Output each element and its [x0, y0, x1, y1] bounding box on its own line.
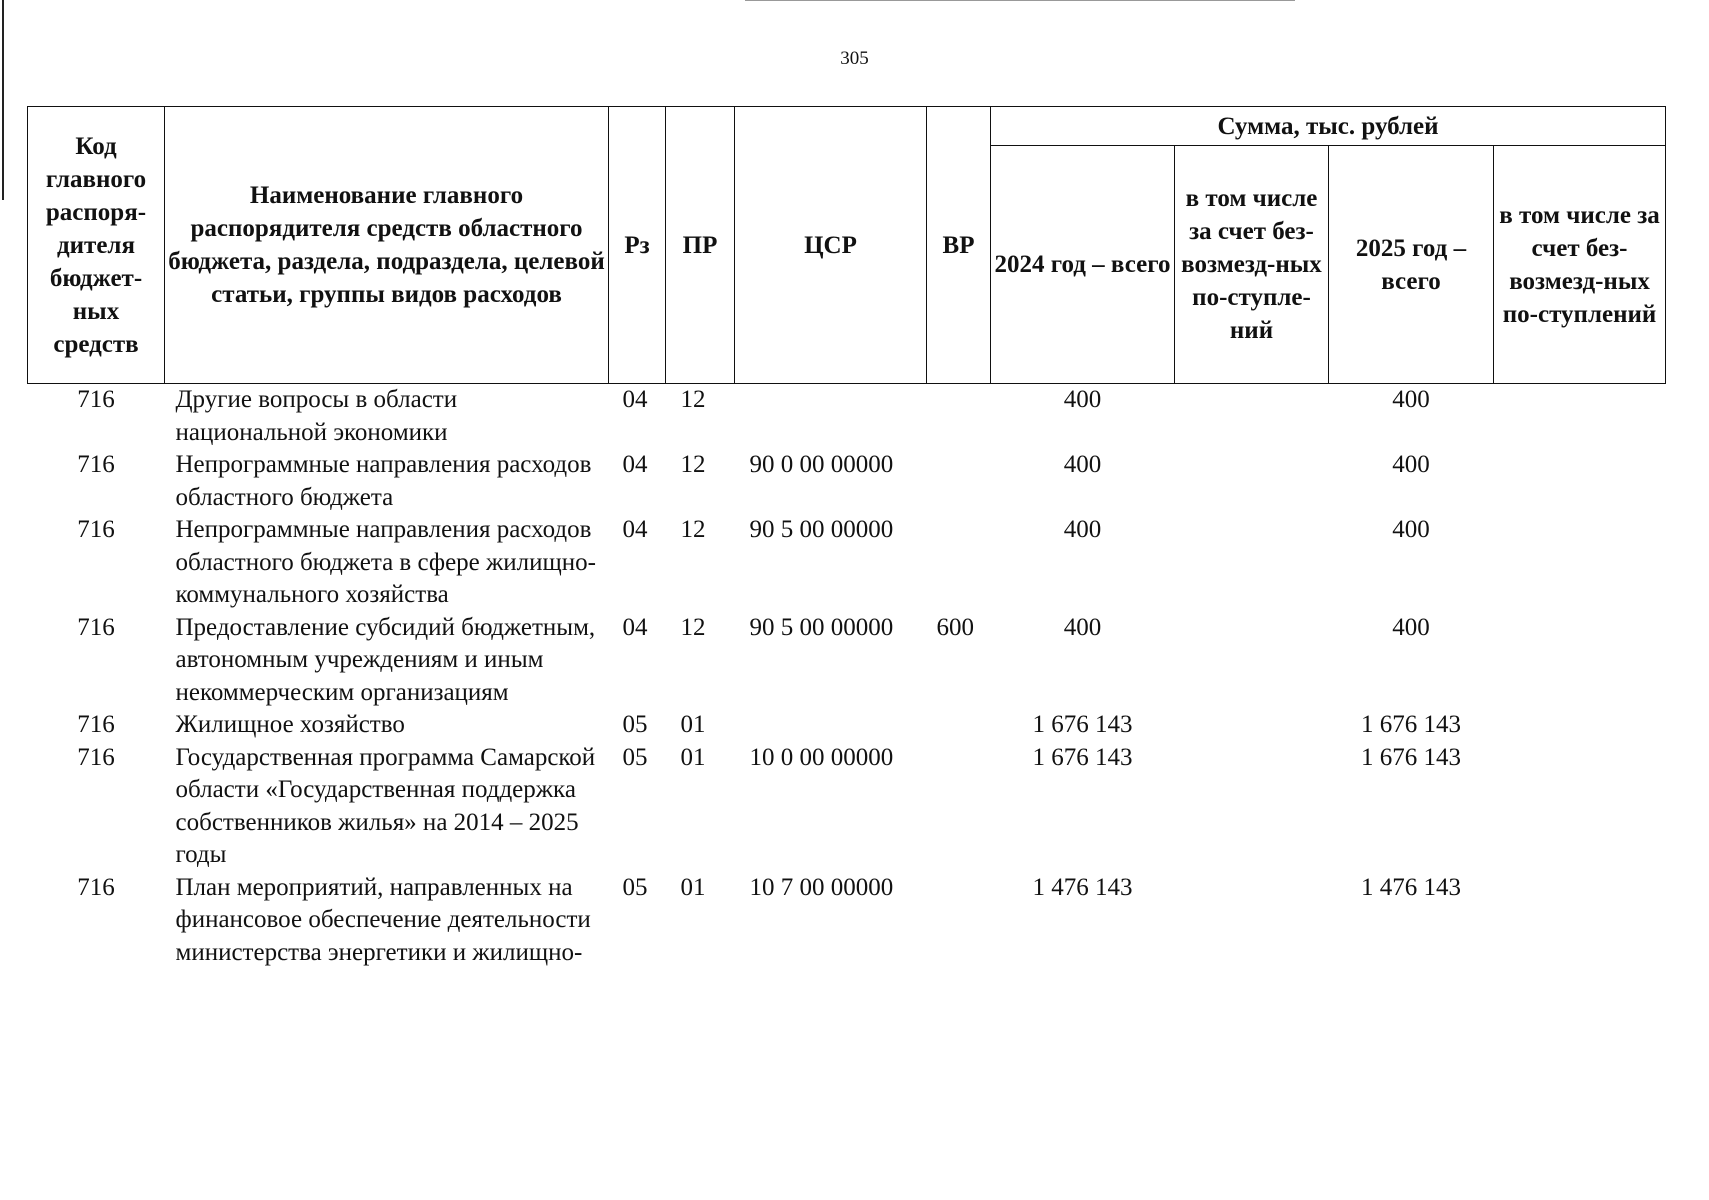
cell-2025-total: 1 676 143: [1361, 743, 1461, 771]
cell-2025-gratis: [1494, 514, 1666, 612]
cell-csr: [735, 709, 927, 742]
header-csr: ЦСР: [735, 107, 927, 384]
cell-2024-total: 1 676 143: [1032, 711, 1133, 738]
table-row: [28, 742, 1666, 872]
header-amount: Сумма, тыс. рублей: [991, 107, 1666, 146]
header-rz: Рз: [609, 107, 666, 384]
cell-vr: [927, 872, 991, 970]
cell-vr: 600: [936, 613, 974, 641]
cell-2024-gratis: [1175, 449, 1329, 514]
header-pr: ПР: [666, 107, 735, 384]
cell-vr: [927, 449, 991, 514]
cell-pr: 12: [680, 451, 706, 478]
header-2025-total: 2025 год – всего: [1329, 146, 1494, 384]
cell-csr: 90 5 00 00000: [749, 516, 894, 543]
cell-2025-gratis: [1494, 449, 1666, 514]
cell-vr: [927, 514, 991, 612]
cell-name: Непрограммные направления расходов областного бюджета: [175, 451, 592, 511]
cell-code: 716: [77, 711, 115, 738]
cell-pr: 12: [680, 613, 706, 641]
cell-2024-total: 1 476 143: [1032, 873, 1133, 901]
cell-name: Жилищное хозяйство: [175, 711, 405, 738]
cell-vr: [927, 384, 991, 450]
top-edge-line: [745, 0, 1295, 1]
cell-2025-gratis: [1494, 612, 1666, 710]
cell-rz: 05: [622, 873, 648, 901]
cell-code: 716: [77, 516, 115, 543]
table-header: [28, 107, 1666, 384]
cell-pr: 12: [680, 516, 706, 543]
cell-name: Другие вопросы в области национальной экономики: [175, 386, 458, 446]
cell-2024-total: 400: [1063, 451, 1102, 478]
cell-pr: 01: [680, 873, 706, 901]
cell-vr: [927, 742, 991, 872]
cell-pr: 01: [680, 711, 706, 738]
left-edge-line: [2, 0, 4, 200]
cell-2024-gratis: [1175, 384, 1329, 450]
cell-code: 716: [77, 743, 115, 771]
cell-2025-gratis: [1494, 872, 1666, 970]
cell-code: 716: [77, 451, 115, 478]
cell-code: 716: [77, 386, 115, 413]
header-code: Код главного распоря-дителя бюджет-ных средств: [28, 107, 165, 384]
header-2025-gratis: в том числе за счет без-возмезд-ных по-ступлений: [1494, 146, 1666, 384]
cell-2024-total: 400: [1063, 516, 1102, 543]
table-body: [28, 384, 1666, 970]
cell-rz: 04: [622, 516, 648, 543]
table-row: [28, 514, 1666, 612]
cell-rz: 04: [622, 451, 648, 478]
cell-csr: 10 7 00 00000: [749, 873, 894, 901]
cell-2025-total: 400: [1392, 516, 1430, 543]
cell-2024-total: 400: [1063, 613, 1102, 641]
cell-2024-gratis: [1175, 742, 1329, 872]
budget-table: [27, 106, 1666, 969]
cell-rz: 04: [622, 613, 648, 641]
table-row: [28, 872, 1666, 970]
cell-name: План мероприятий, направленных на финансовое обеспечение деятельности министерства энергетики и жилищно-: [175, 873, 591, 966]
header-name: Наименование главного распорядителя средств областного бюджета, раздела, подраздела, целевой статьи, группы видов расходов: [165, 107, 609, 384]
cell-code: 716: [77, 873, 115, 901]
header-2024-gratis: в том числе за счет без-возмезд-ных по-ступле-ний: [1175, 146, 1329, 384]
cell-pr: 12: [680, 386, 706, 413]
cell-csr: [735, 384, 927, 450]
cell-2024-gratis: [1175, 872, 1329, 970]
cell-code: 716: [77, 613, 115, 641]
cell-csr: 10 0 00 00000: [749, 743, 894, 771]
cell-name: Непрограммные направления расходов областного бюджета в сфере жилищно-коммунального хозяйства: [175, 516, 596, 608]
cell-name: Предоставление субсидий бюджетным, автономным учреждениям и иным некоммерческим организациям: [175, 613, 596, 706]
cell-name: Государственная программа Самарской области «Государственная поддержка собственников жилья» на 2014 – 2025 годы: [175, 743, 596, 868]
table-row: [28, 449, 1666, 514]
table-row: [28, 612, 1666, 710]
cell-2025-total: 400: [1392, 451, 1430, 478]
cell-rz: 05: [622, 711, 648, 738]
cell-2024-gratis: [1175, 709, 1329, 742]
header-2024-total: 2024 год – всего: [991, 146, 1175, 384]
cell-rz: 04: [622, 386, 648, 413]
table-row: [28, 384, 1666, 450]
cell-csr: 90 0 00 00000: [749, 451, 894, 478]
cell-2025-total: 1 476 143: [1361, 873, 1461, 901]
page-number: 305: [840, 48, 869, 69]
cell-2025-total: 400: [1392, 386, 1430, 413]
cell-2024-gratis: [1175, 612, 1329, 710]
cell-2025-total: 400: [1392, 613, 1430, 641]
cell-vr: [927, 709, 991, 742]
table-row: [28, 709, 1666, 742]
cell-pr: 01: [680, 743, 706, 771]
cell-2025-gratis: [1494, 384, 1666, 450]
cell-rz: 05: [622, 743, 648, 771]
header-vr: ВР: [927, 107, 991, 384]
cell-2024-total: 1 676 143: [1032, 743, 1133, 771]
cell-2025-gratis: [1494, 709, 1666, 742]
cell-2024-total: 400: [1063, 386, 1102, 413]
cell-2025-gratis: [1494, 742, 1666, 872]
cell-csr: 90 5 00 00000: [749, 613, 894, 641]
cell-2025-total: 1 676 143: [1361, 711, 1461, 738]
cell-2024-gratis: [1175, 514, 1329, 612]
